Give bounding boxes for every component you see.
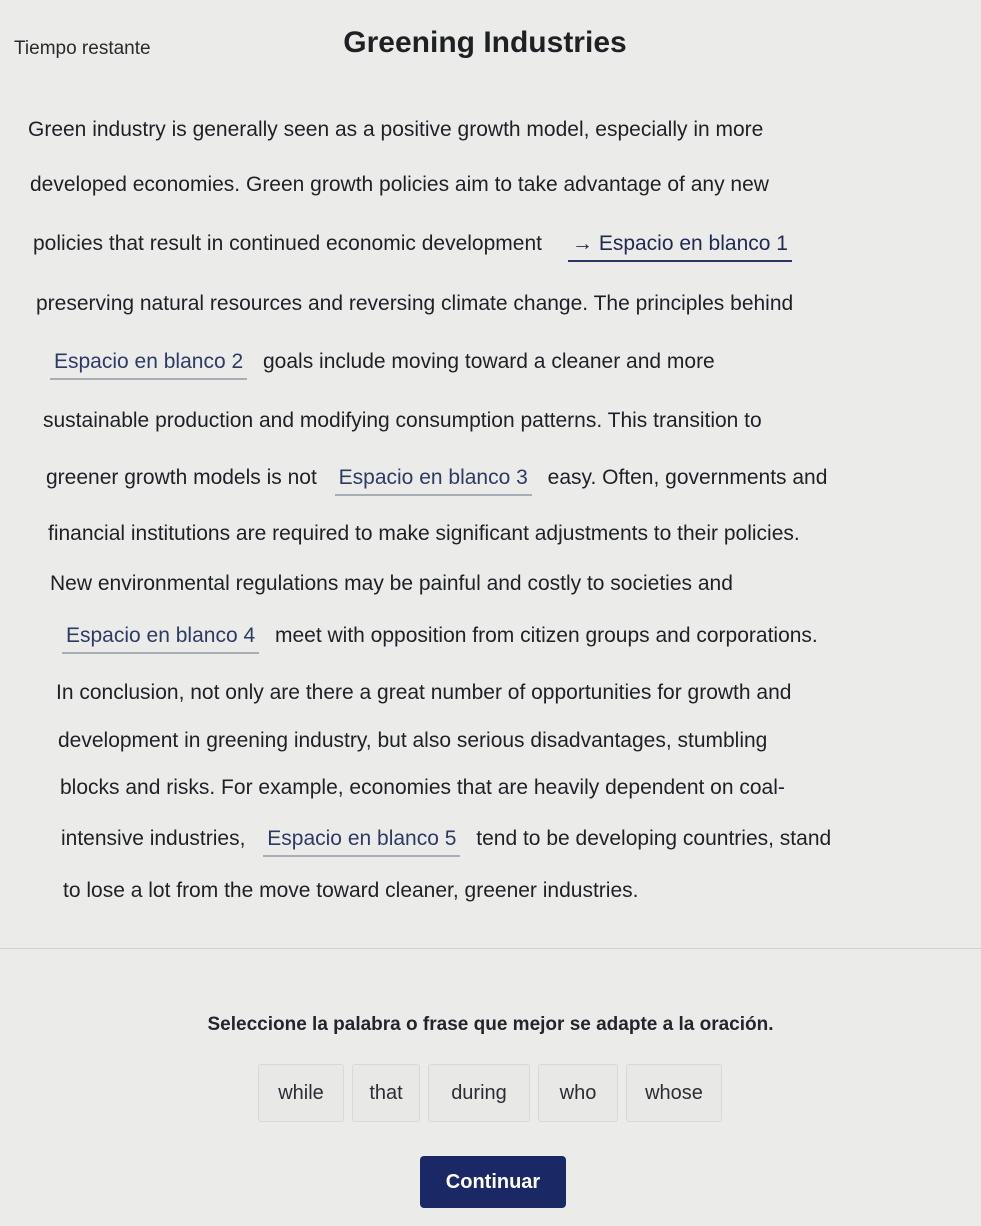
passage-line: developed economies. Green growth policies aim to take advantage of any new xyxy=(30,173,769,196)
option-who[interactable]: who xyxy=(538,1064,618,1122)
question-instruction: Seleccione la palabra o frase que mejor se adapte a la oración. xyxy=(207,1014,774,1035)
blank-label: Espacio en blanco 1 xyxy=(598,232,788,255)
passage-line-with-blank xyxy=(62,624,818,654)
passage-line: to lose a lot from the move toward cleaner, greener industries. xyxy=(63,879,639,902)
passage-line-with-blank xyxy=(50,350,715,380)
passage-line-with-blank xyxy=(61,827,831,857)
passage-text: meet with opposition from citizen groups and corporations. xyxy=(274,624,818,647)
blank-5[interactable]: Espacio en blanco 5 xyxy=(263,827,460,857)
blank-1[interactable] xyxy=(568,232,792,262)
passage-text: greener growth models is not xyxy=(46,466,317,489)
divider xyxy=(0,948,981,949)
arrow-right-icon: → xyxy=(571,232,593,255)
option-during[interactable]: during xyxy=(428,1064,530,1122)
blank-4[interactable]: Espacio en blanco 4 xyxy=(62,624,259,654)
passage-line-with-blank xyxy=(46,466,827,496)
option-that[interactable]: that xyxy=(352,1064,420,1122)
passage-line-with-blank xyxy=(33,232,802,262)
passage-text: intensive industries, xyxy=(61,827,246,850)
passage-line: Green industry is generally seen as a positive growth model, especially in more xyxy=(28,118,764,141)
passage-line: preserving natural resources and reversing climate change. The principles behind xyxy=(36,292,794,315)
passage-text: tend to be developing countries, stand xyxy=(476,827,832,850)
passage-line: development in greening industry, but also serious disadvantages, stumbling xyxy=(58,729,768,752)
continue-button[interactable]: Continuar xyxy=(420,1156,566,1208)
blank-2[interactable]: Espacio en blanco 2 xyxy=(50,350,247,380)
passage-text: policies that result in continued economic development xyxy=(33,232,542,255)
passage-line: financial institutions are required to make significant adjustments to their policies. xyxy=(48,522,800,545)
passage-line: blocks and risks. For example, economies that are heavily dependent on coal- xyxy=(60,776,785,799)
passage-line: New environmental regulations may be painful and costly to societies and xyxy=(50,572,733,595)
option-whose[interactable]: whose xyxy=(626,1064,722,1122)
passage-line: sustainable production and modifying consumption patterns. This transition to xyxy=(43,409,762,432)
passage-line: In conclusion, not only are there a great number of opportunities for growth and xyxy=(56,681,792,704)
blank-3[interactable]: Espacio en blanco 3 xyxy=(335,466,532,496)
passage-text: easy. Often, governments and xyxy=(547,466,828,489)
passage-text: goals include moving toward a cleaner and more xyxy=(262,350,715,373)
answer-options xyxy=(258,1064,728,1122)
time-remaining-label: Tiempo restante xyxy=(14,38,151,59)
option-while[interactable]: while xyxy=(258,1064,344,1122)
page-title: Greening Industries xyxy=(343,26,627,59)
